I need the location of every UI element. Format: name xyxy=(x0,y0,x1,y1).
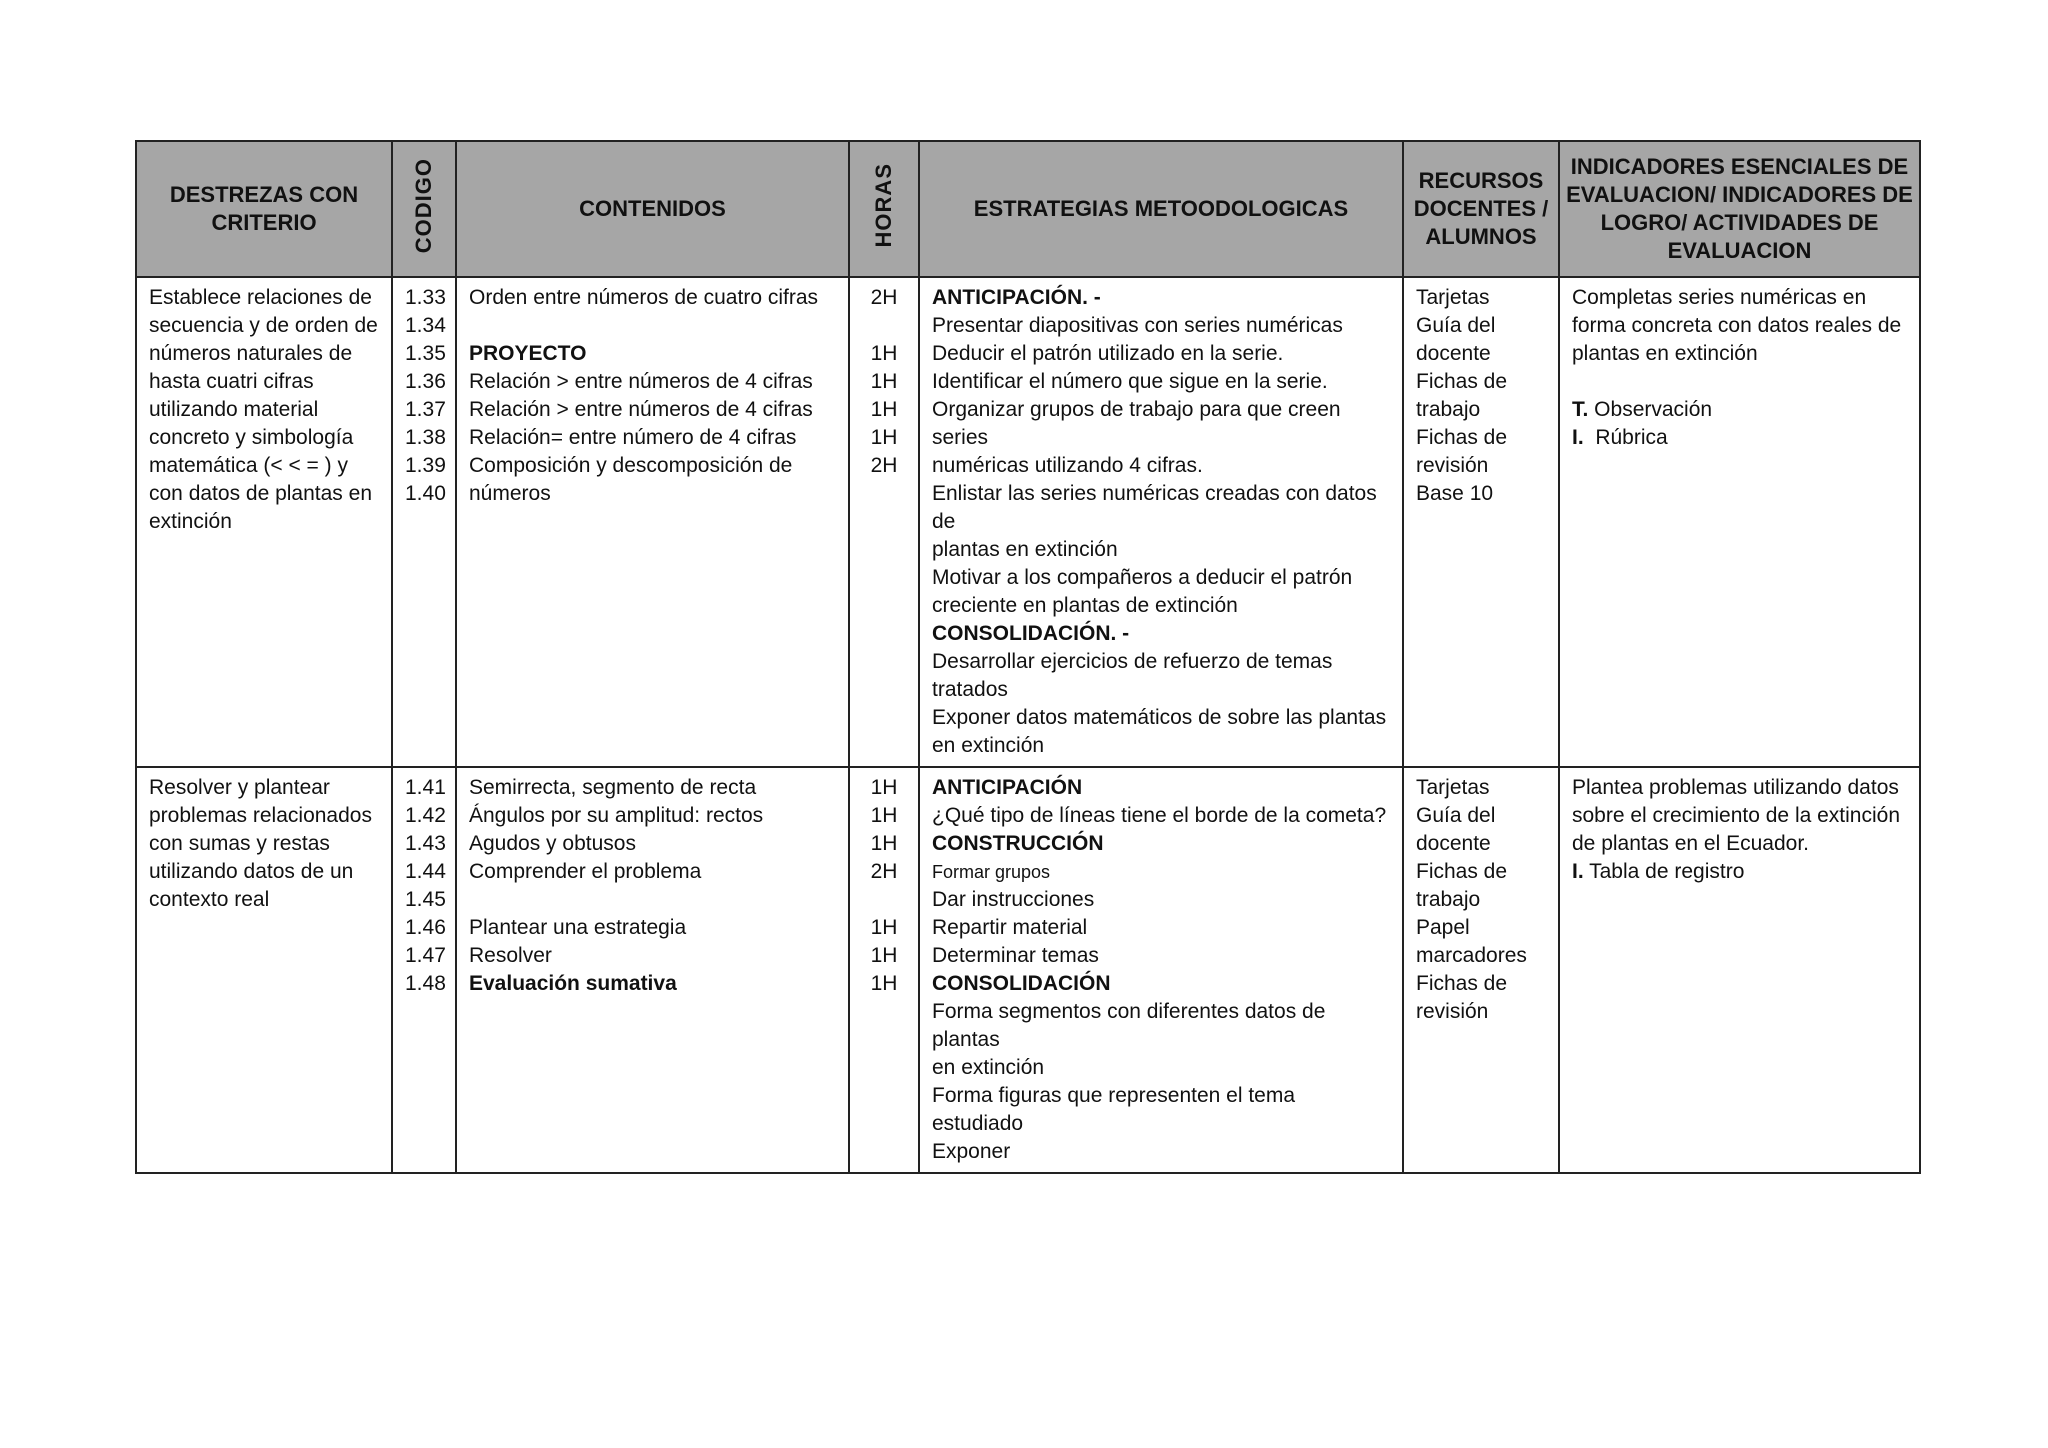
cell-line xyxy=(469,312,836,340)
cell-line: 1H xyxy=(870,398,898,421)
cell-line xyxy=(862,312,906,340)
cell-contenidos xyxy=(456,767,849,1173)
cell-line: tratados xyxy=(932,678,1008,701)
cell-line: Deducir el patrón utilizado en la serie. xyxy=(932,342,1284,365)
cell-line: Guía del xyxy=(1416,314,1496,337)
cell-line: trabajo xyxy=(1416,888,1481,911)
cell-contenidos xyxy=(456,277,849,767)
indicator-text: Rúbrica xyxy=(1583,426,1668,449)
cell-line: 1.42 xyxy=(405,804,446,827)
cell-line: 1.37 xyxy=(405,398,446,421)
cell-line: Papel xyxy=(1416,916,1470,939)
cell-line: 1.36 xyxy=(405,370,446,393)
table-row xyxy=(136,277,1920,767)
cell-line: Organizar grupos de trabajo para que creen series xyxy=(932,398,1347,449)
cell-line: Dar instrucciones xyxy=(932,888,1095,911)
cell-estrategias xyxy=(919,767,1403,1173)
cell-line: 1.41 xyxy=(405,776,446,799)
cell-line: revisión xyxy=(1416,454,1489,477)
cell-line: ¿Qué tipo de líneas tiene el borde de la cometa? xyxy=(932,804,1387,827)
cell-line: 2H xyxy=(870,286,898,309)
header-codigo xyxy=(392,141,456,277)
cell-line: Relación= entre número de 4 cifras xyxy=(469,426,797,449)
cell-line: 1.38 xyxy=(405,426,446,449)
cell-indicadores xyxy=(1559,767,1920,1173)
cell-line: 1H xyxy=(870,426,898,449)
cell-line: numéricas utilizando 4 cifras. xyxy=(932,454,1203,477)
header-contenidos: CONTENIDOS xyxy=(456,141,849,277)
cell-line: plantas en extinción xyxy=(932,538,1118,561)
cell-line: 1.44 xyxy=(405,860,446,883)
header-destrezas: DESTREZAS CON CRITERIO xyxy=(136,141,392,277)
cell-line xyxy=(1572,396,1907,424)
cell-line: Base 10 xyxy=(1416,482,1494,505)
cell-line: de plantas en el Ecuador. xyxy=(1572,832,1810,855)
cell-line: Fichas de xyxy=(1416,426,1508,449)
cell-line: trabajo xyxy=(1416,398,1481,421)
cell-line: 1H xyxy=(870,832,898,855)
cell-line: 1.40 xyxy=(405,482,446,505)
cell-line: Presentar diapositivas con series numéricas xyxy=(932,314,1343,337)
cell-line: ANTICIPACIÓN xyxy=(932,776,1083,799)
cell-line: Orden entre números de cuatro cifras xyxy=(469,286,819,309)
cell-line: sobre el crecimiento de la extinción xyxy=(1572,804,1901,827)
cell-line: CONSOLIDACIÓN xyxy=(932,972,1111,995)
cell-line: 1H xyxy=(870,944,898,967)
cell-line: Plantear una estrategia xyxy=(469,916,687,939)
cell-line: Identificar el número que sigue en la serie. xyxy=(932,370,1328,393)
cell-recursos xyxy=(1403,767,1559,1173)
cell-line: Evaluación sumativa xyxy=(469,972,677,995)
cell-recursos xyxy=(1403,277,1559,767)
cell-horas xyxy=(849,277,919,767)
cell-estrategias xyxy=(919,277,1403,767)
cell-line: marcadores xyxy=(1416,944,1527,967)
cell-line: Exponer datos matemáticos de sobre las plantas xyxy=(932,706,1387,729)
cell-codigo xyxy=(392,277,456,767)
indicator-type-label: I. xyxy=(1572,426,1584,449)
cell-line: Fichas de xyxy=(1416,370,1508,393)
cell-line: Comprender el problema xyxy=(469,860,702,883)
cell-line: 1.48 xyxy=(405,972,446,995)
cell-line: Formar grupos xyxy=(932,862,1051,882)
cell-line: números xyxy=(469,482,551,505)
cell-line: Exponer xyxy=(932,1140,1011,1163)
cell-line xyxy=(1572,368,1907,396)
cell-line: ANTICIPACIÓN. - xyxy=(932,286,1101,309)
cell-line: Desarrollar ejercicios de refuerzo de temas xyxy=(932,650,1333,673)
header-codigo-label: CODIGO xyxy=(411,157,436,254)
planning-table xyxy=(135,140,1921,1174)
cell-codigo xyxy=(392,767,456,1173)
cell-line: 1H xyxy=(870,804,898,827)
cell-line: Fichas de xyxy=(1416,860,1508,883)
cell-line: Repartir material xyxy=(932,916,1088,939)
cell-line: Forma segmentos con diferentes datos de plantas xyxy=(932,1000,1332,1051)
header-horas xyxy=(849,141,919,277)
cell-line: revisión xyxy=(1416,1000,1489,1023)
indicator-text: Observación xyxy=(1588,398,1713,421)
cell-line: Plantea problemas utilizando datos xyxy=(1572,776,1899,799)
cell-line: en extinción xyxy=(932,1056,1045,1079)
cell-line: Relación > entre números de 4 cifras xyxy=(469,370,813,393)
cell-line: 1H xyxy=(870,370,898,393)
cell-line xyxy=(1572,424,1907,452)
cell-line: Guía del xyxy=(1416,804,1496,827)
cell-line: creciente en plantas de extinción xyxy=(932,594,1238,617)
cell-line xyxy=(1572,858,1907,886)
cell-indicadores xyxy=(1559,277,1920,767)
indicator-type-label: T. xyxy=(1572,398,1589,421)
cell-line: Semirrecta, segmento de recta xyxy=(469,776,757,799)
cell-destrezas: Establece relaciones de secuencia y de orden de números naturales de hasta cuatri cifras utilizando material concreto y simbología matemática (< < = ) y con datos de plantas en extinción xyxy=(136,277,392,767)
cell-line: 1H xyxy=(870,342,898,365)
cell-line: Resolver xyxy=(469,944,552,967)
cell-line: 1H xyxy=(870,916,898,939)
cell-line: docente xyxy=(1416,342,1491,365)
cell-line: Determinar temas xyxy=(932,944,1099,967)
cell-line: 2H xyxy=(870,454,898,477)
table-row xyxy=(136,767,1920,1173)
cell-line: 1.39 xyxy=(405,454,446,477)
cell-line: Enlistar las series numéricas creadas con datos de xyxy=(932,482,1383,533)
cell-line xyxy=(469,886,836,914)
cell-line: 1H xyxy=(870,776,898,799)
cell-line: 1.34 xyxy=(405,314,446,337)
header-recursos: RECURSOS DOCENTES / ALUMNOS xyxy=(1403,141,1559,277)
cell-line: Completas series numéricas en xyxy=(1572,286,1867,309)
cell-line: Forma figuras que representen el tema estudiado xyxy=(932,1084,1301,1135)
cell-line: 1.47 xyxy=(405,944,446,967)
indicator-text: Tabla de registro xyxy=(1583,860,1745,883)
cell-line: forma concreta con datos reales de xyxy=(1572,314,1902,337)
cell-line: Composición y descomposición de xyxy=(469,454,793,477)
cell-line xyxy=(862,886,906,914)
cell-line: 1H xyxy=(870,972,898,995)
cell-line: 1.43 xyxy=(405,832,446,855)
cell-line: 1.35 xyxy=(405,342,446,365)
header-indicadores: INDICADORES ESENCIALES DE EVALUACION/ INDICADORES DE LOGRO/ ACTIVIDADES DE EVALUACION xyxy=(1559,141,1920,277)
cell-line: 2H xyxy=(870,860,898,883)
cell-horas xyxy=(849,767,919,1173)
cell-line: 1.45 xyxy=(405,888,446,911)
cell-line: CONSOLIDACIÓN. - xyxy=(932,622,1130,645)
cell-line: Agudos y obtusos xyxy=(469,832,636,855)
cell-line: PROYECTO xyxy=(469,342,587,365)
cell-line: Relación > entre números de 4 cifras xyxy=(469,398,813,421)
cell-line: 1.46 xyxy=(405,916,446,939)
cell-line: Tarjetas xyxy=(1416,776,1490,799)
header-row xyxy=(136,141,1920,277)
cell-line: Motivar a los compañeros a deducir el patrón xyxy=(932,566,1353,589)
indicator-type-label: I. xyxy=(1572,860,1584,883)
cell-line: en extinción xyxy=(932,734,1045,757)
cell-line: CONSTRUCCIÓN xyxy=(932,832,1104,855)
header-estrategias: ESTRATEGIAS METOODOLOGICAS xyxy=(919,141,1403,277)
cell-line: Ángulos por su amplitud: rectos xyxy=(469,804,764,827)
cell-line: Tarjetas xyxy=(1416,286,1490,309)
cell-line: docente xyxy=(1416,832,1491,855)
cell-line: 1.33 xyxy=(405,286,446,309)
cell-line: Fichas de xyxy=(1416,972,1508,995)
cell-line: plantas en extinción xyxy=(1572,342,1758,365)
header-horas-label: HORAS xyxy=(871,163,896,248)
cell-destrezas: Resolver y plantear problemas relacionados con sumas y restas utilizando datos de un contexto real xyxy=(136,767,392,1173)
